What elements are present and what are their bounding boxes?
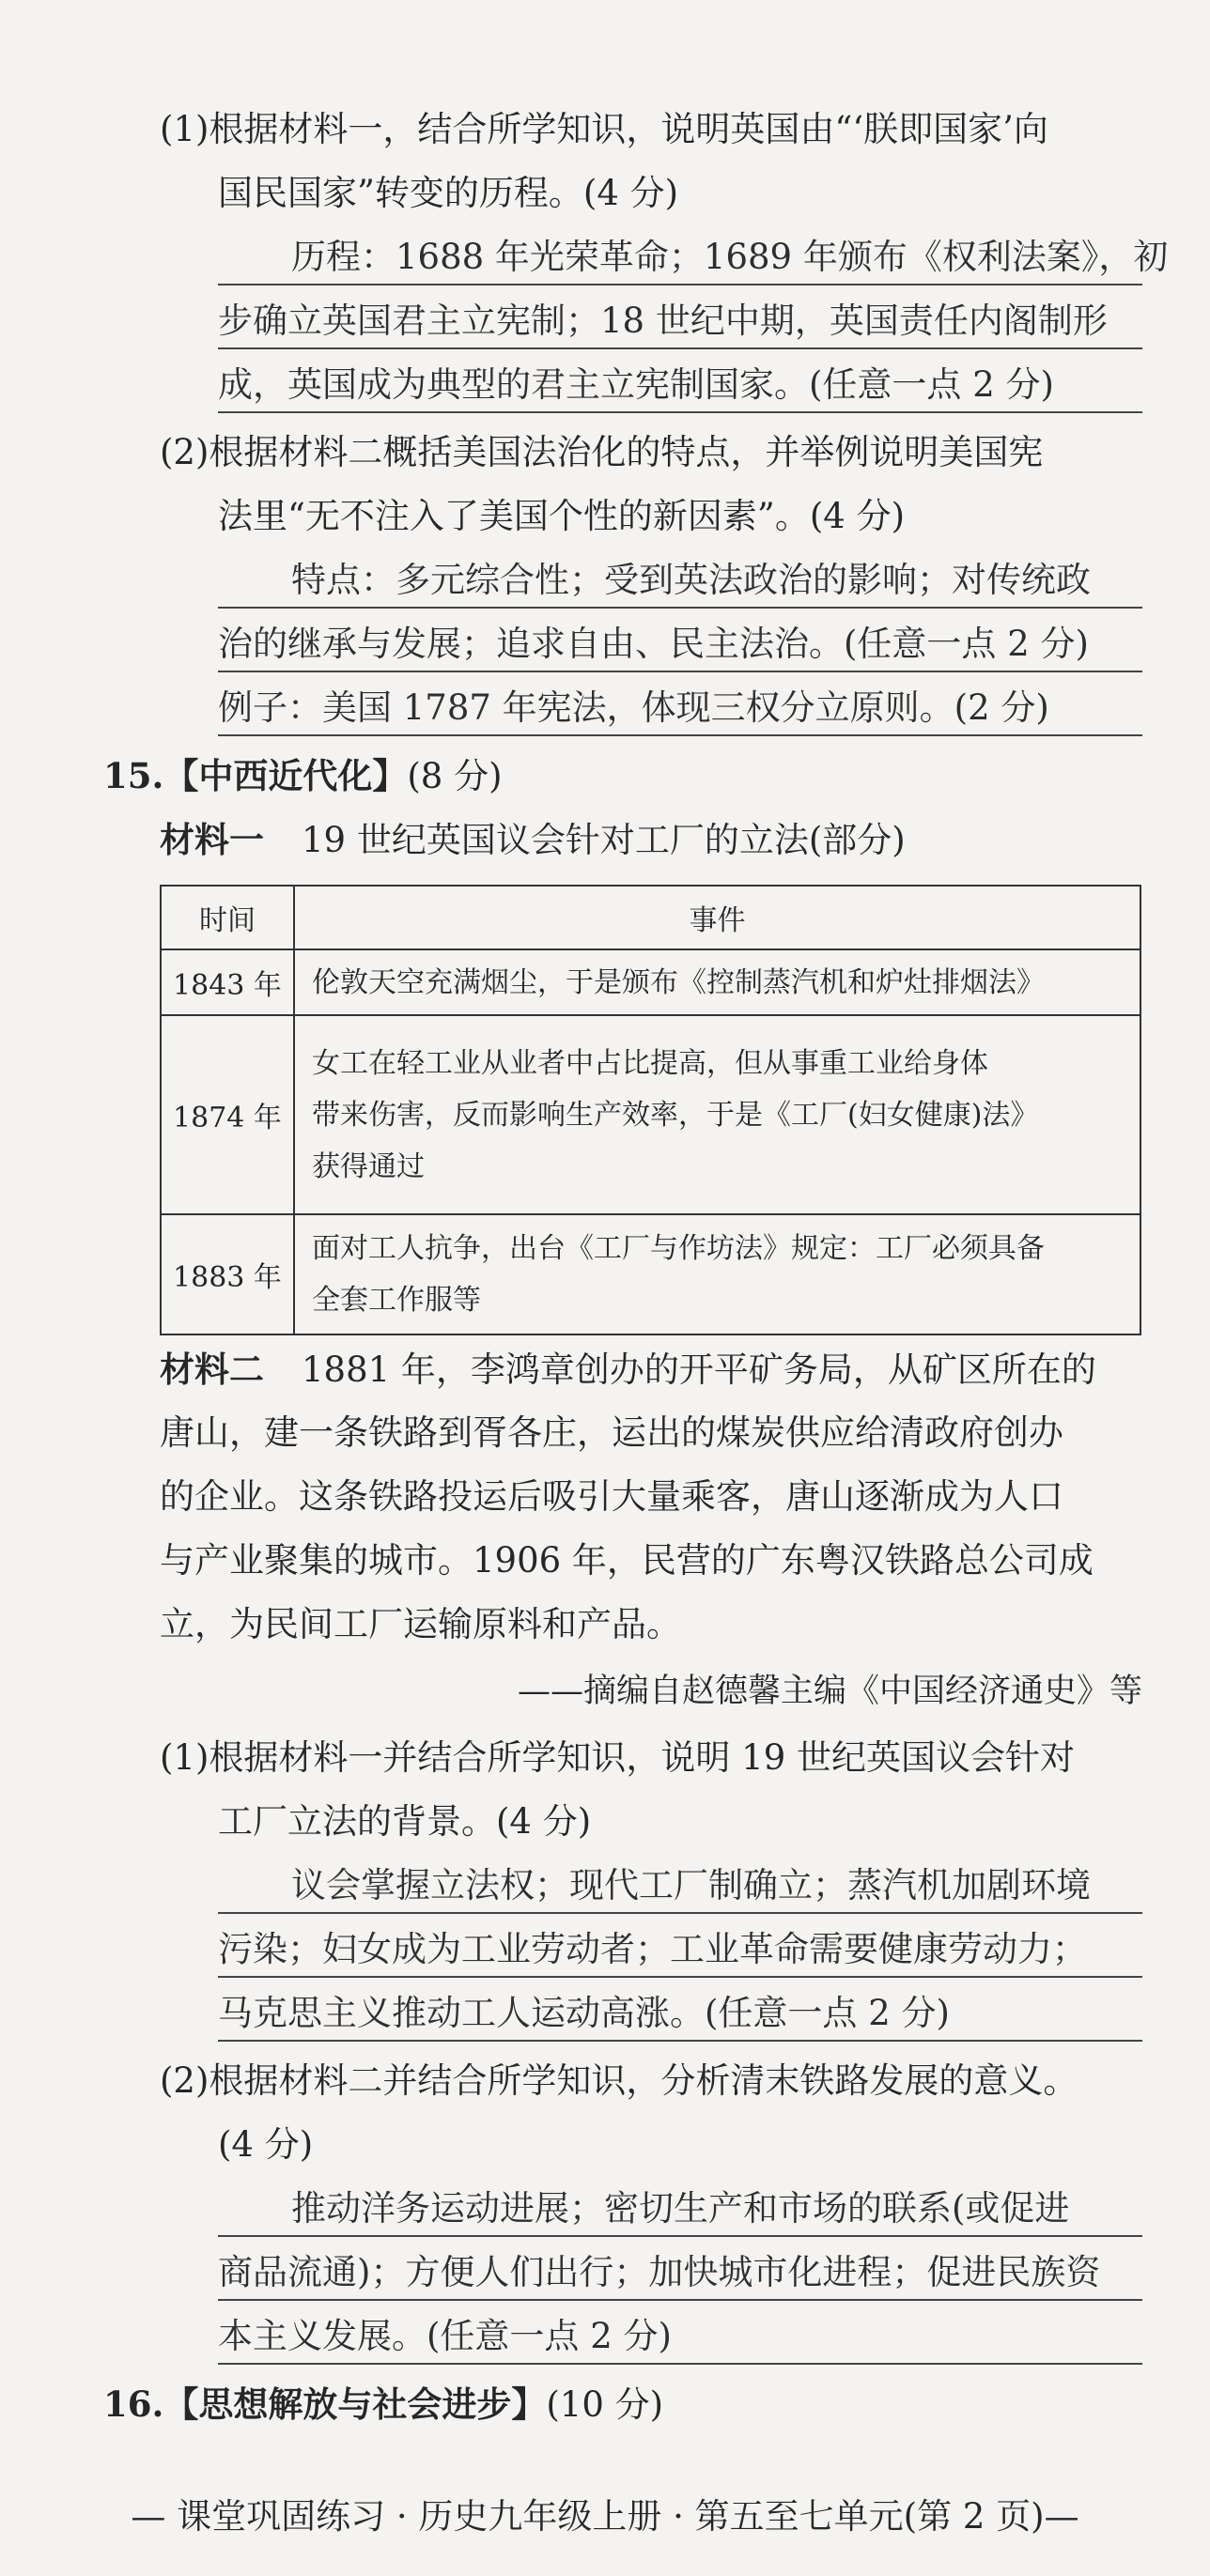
column-header-event: 事件 [294, 886, 1140, 949]
q14-sub1-prompt-line2: 国民国家”转变的历程。(4 分) [218, 173, 679, 213]
q15-sub2-prompt-line2: (4 分) [218, 2124, 314, 2165]
material2-line3: 的企业。这条铁路投运后吸引大量乘客，唐山逐渐成为人口 [160, 1476, 1063, 1517]
event-line: 女工在轻工业从业者中占比提高，但从事重工业给身体 [312, 1046, 988, 1080]
q16-score: (10 分) [546, 2384, 664, 2425]
q16-topic: 【思想解放与社会进步】 [163, 2383, 547, 2425]
answer-underline [218, 2299, 1142, 2301]
table-row [161, 949, 1140, 1015]
answer-underline [218, 734, 1142, 736]
event-line: 伦敦天空充满烟尘，于是颁布《控制蒸汽机和炉灶排烟法》 [312, 965, 1045, 999]
q16-heading [103, 2380, 663, 2429]
q15-material1-heading [160, 815, 906, 865]
q14-sub2-prompt-line1: (2)根据材料二概括美国法治化的特点，并举例说明美国宪 [160, 432, 1044, 472]
table-row [161, 1214, 1140, 1334]
q15-sub1-prompt-line2: 工厂立法的背景。(4 分) [218, 1801, 592, 1842]
q15-answer2-line2: 商品流通)；方便人们出行；加快城市化进程；促进民族资 [218, 2252, 1101, 2292]
q14-sub2-prompt-line2: 法里“无不注入了美国个性的新因素”。(4 分) [218, 496, 906, 536]
event-line: 面对工人抗争，出台《工厂与作坊法》规定：工厂必须具备 [312, 1232, 1045, 1265]
q15-answer1-line1: 议会掌握立法权；现代工厂制确立；蒸汽机加剧环境 [291, 1865, 1091, 1905]
table-header-row [161, 886, 1140, 949]
answer-underline [218, 284, 1142, 285]
material2-line1: 材料二 1881 年，李鸿章创办的开平矿务局，从矿区所在的 [160, 1349, 1096, 1390]
material1-title: 19 世纪英国议会针对工厂的立法(部分) [302, 820, 906, 860]
answer-underline [218, 2040, 1142, 2042]
q14-answer1-line2: 步确立英国君主立宪制；18 世纪中期，英国责任内阁制形 [218, 301, 1108, 341]
q15-heading [103, 751, 503, 801]
q16-number: 16. [103, 2383, 164, 2425]
q15-answer2-line3: 本主义发展。(任意一点 2 分) [218, 2316, 672, 2356]
table-row [161, 1015, 1140, 1214]
material2-line4: 与产业聚集的城市。1906 年，民营的广东粤汉铁路总公司成 [160, 1540, 1094, 1581]
q15-topic: 【中西近代化】 [163, 755, 408, 796]
answer-underline [218, 671, 1142, 672]
answer-underline [218, 2363, 1142, 2365]
q15-number: 15. [103, 755, 164, 796]
material2-line2: 唐山，建一条铁路到胥各庄，运出的煤炭供应给清政府创办 [160, 1412, 1063, 1453]
row-event [294, 1015, 1140, 1214]
row-event [294, 1214, 1140, 1334]
q15-answer1-line3: 马克思主义推动工人运动高涨。(任意一点 2 分) [218, 1993, 950, 2033]
material2-source: ——摘编自赵德馨主编《中国经济通史》等 [517, 1673, 1142, 1710]
answer-underline [218, 2235, 1142, 2237]
row-event [294, 949, 1140, 1015]
q14-answer1-line3: 成，英国成为典型的君主立宪制国家。(任意一点 2 分) [218, 364, 1054, 405]
event-line: 带来伤害，反而影响生产效率，于是《工厂(妇女健康)法》 [312, 1098, 1039, 1132]
q15-sub2-prompt-line1: (2)根据材料二并结合所学知识，分析清末铁路发展的意义。 [160, 2060, 1078, 2101]
q14-answer2-line3: 例子：美国 1787 年宪法，体现三权分立原则。(2 分) [218, 687, 1049, 728]
q15-score: (8 分) [407, 756, 503, 796]
event-line: 获得通过 [312, 1149, 425, 1183]
q15-answer2-line1: 推动洋务运动进展；密切生产和市场的联系(或促进 [291, 2188, 1070, 2229]
q14-answer2-line2: 治的继承与发展；追求自由、民主法治。(任意一点 2 分) [218, 624, 1089, 664]
row-year: 1843 年 [161, 949, 294, 1015]
q14-sub1-prompt-line1: (1)根据材料一，结合所学知识，说明英国由“‘朕即国家’向 [160, 109, 1048, 149]
material2-line5: 立，为民间工厂运输原料和产品。 [160, 1604, 681, 1644]
q14-answer1-line1: 历程：1688 年光荣革命；1689 年颁布《权利法案》，初 [291, 237, 1169, 277]
answer-underline [218, 347, 1142, 349]
material1-label: 材料一 [160, 819, 264, 860]
answer-underline [218, 1912, 1142, 1914]
answer-underline [218, 1976, 1142, 1978]
q14-answer2-line1: 特点：多元综合性；受到英法政治的影响；对传统政 [291, 560, 1091, 600]
answer-underline [218, 411, 1142, 413]
answer-underline [218, 607, 1142, 609]
material2-label: 材料二 [160, 1349, 264, 1390]
q15-answer1-line2: 污染；妇女成为工业劳动者；工业革命需要健康劳动力； [218, 1929, 1087, 1969]
legislation-table [160, 885, 1141, 1335]
q15-sub1-prompt-line1: (1)根据材料一并结合所学知识，说明 19 世纪英国议会针对 [160, 1737, 1076, 1778]
row-year: 1883 年 [161, 1214, 294, 1334]
column-header-time: 时间 [161, 886, 294, 949]
event-line: 全套工作服等 [312, 1284, 481, 1317]
row-year: 1874 年 [161, 1015, 294, 1214]
page-footer: — 课堂巩固练习 · 历史九年级上册 · 第五至七单元(第 2 页)— [131, 2496, 1079, 2537]
